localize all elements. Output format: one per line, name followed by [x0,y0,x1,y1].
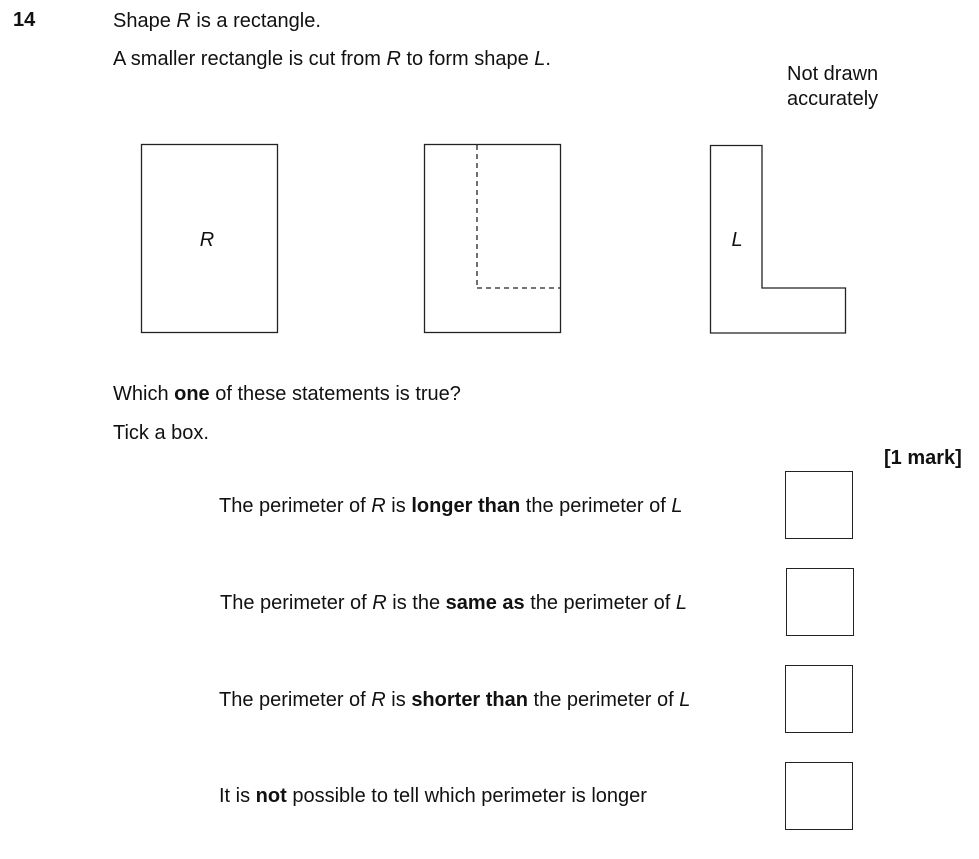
variable-r: R [371,495,386,517]
text-fragment: Shape [113,10,177,32]
option-2-tick-box[interactable] [786,568,854,636]
emphasis: longer than [411,495,521,517]
note-line-1: Not drawn [787,63,879,85]
variable-l: L [679,689,691,711]
text-fragment: the perimeter of [520,495,672,517]
text-fragment: is a rectangle. [190,10,321,32]
question-number: 14 [13,9,36,31]
option-1-statement [219,494,683,518]
text-fragment: A smaller rectangle is cut from [113,48,387,70]
emphasis: not [255,785,287,807]
text-fragment: The perimeter of [219,689,372,711]
option-4-statement [219,784,647,808]
variable-r: R [386,48,401,70]
question-instruction: Tick a box. [113,422,209,444]
emphasis: shorter than [411,689,528,711]
label-r: R [199,229,215,251]
text-fragment: It is [219,785,256,807]
option-2-statement [220,591,687,615]
emphasis: same as [445,592,525,614]
variable-l: L [675,592,687,614]
text-fragment: of these statements is true? [209,383,461,405]
variable-r: R [372,592,387,614]
text-fragment: is [385,495,412,517]
rectangle-with-cut [425,145,561,333]
text-fragment: possible to tell which perimeter is longer [286,785,647,807]
variable-r: R [176,10,191,32]
note-line-2: accurately [787,88,879,110]
text-fragment: the perimeter of [524,592,676,614]
text-fragment: to form shape [400,48,535,70]
text-fragment: is the [386,592,446,614]
emphasis-one: one [174,383,210,405]
question-prompt [113,382,461,406]
text-fragment: . [545,48,551,70]
option-3-tick-box[interactable] [785,665,853,733]
option-1-tick-box[interactable] [785,471,853,539]
text-fragment: Which [113,383,175,405]
option-4-tick-box[interactable] [785,762,853,830]
marks-label: [1 mark] [884,447,962,469]
variable-l: L [534,48,546,70]
text-fragment: The perimeter of [220,592,373,614]
label-l: L [731,229,743,251]
variable-l: L [671,495,683,517]
text-fragment: the perimeter of [528,689,680,711]
option-3-statement [219,688,690,712]
text-fragment: is [385,689,412,711]
variable-r: R [371,689,386,711]
text-fragment: The perimeter of [219,495,372,517]
